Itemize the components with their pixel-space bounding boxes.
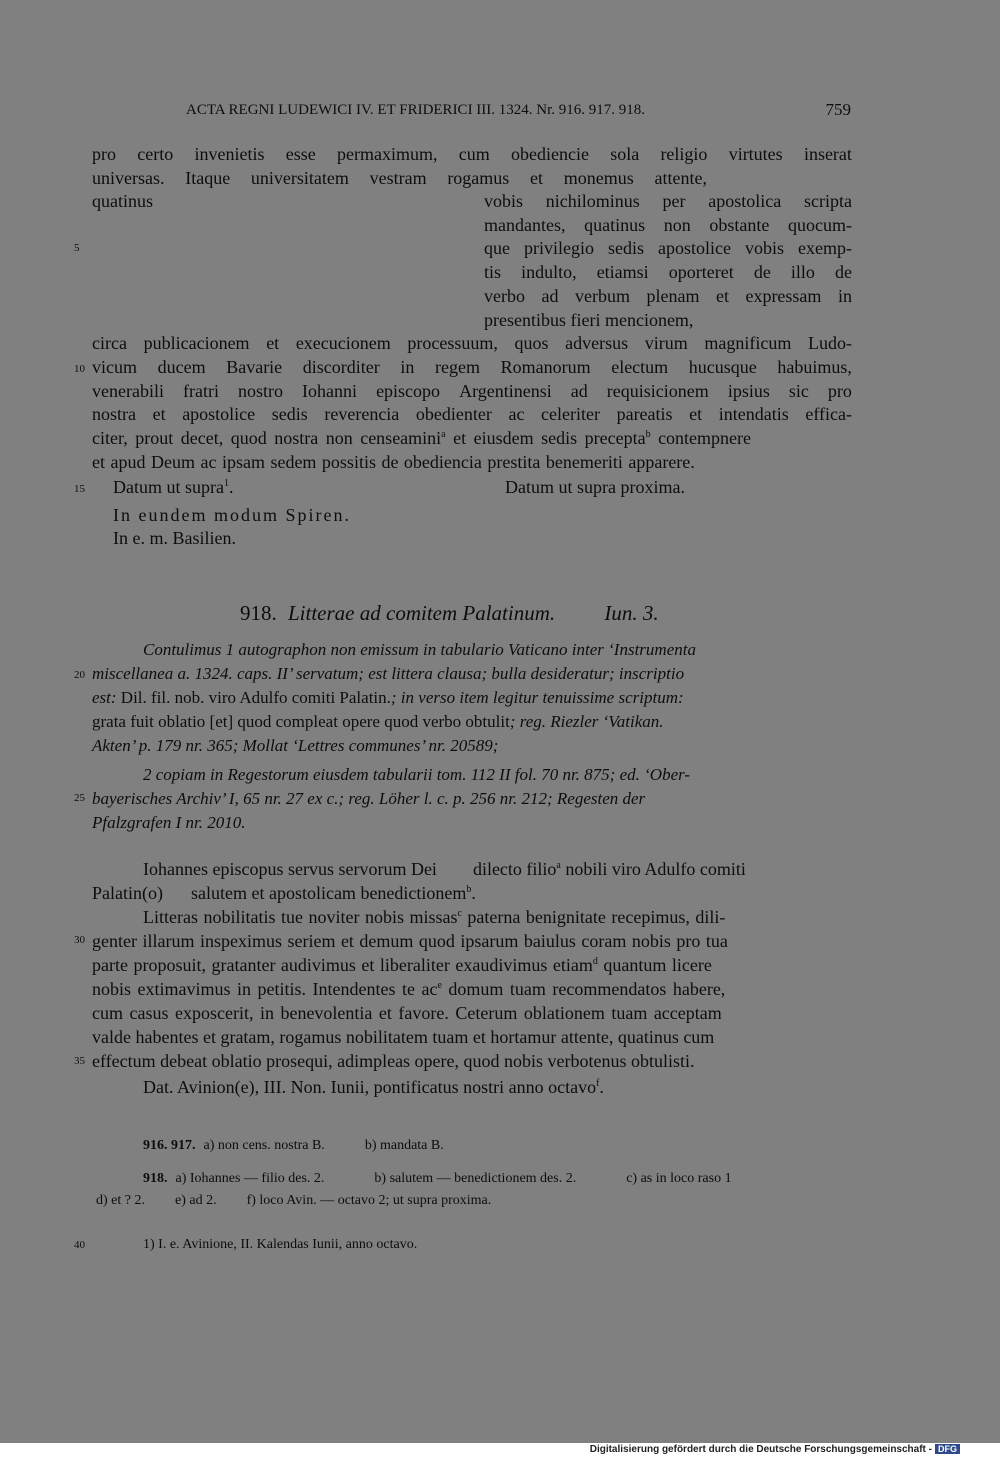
text-line: citer, prout decet, quod nostra non censeamini$^a$ et eiusdem sedis precepta$^b$ contempnere — [92, 428, 752, 448]
footnote-marker: a — [441, 429, 446, 440]
text-line: venerabili fratri nostro Iohanni episcopo Argentinensi ad requisicionem ipsius sic pro — [92, 381, 852, 401]
text-line: effectum debeat oblatio prosequi, adimpleas opere, quod nobis verbotenus obtulisti. — [92, 1051, 695, 1071]
variant-column-line: que privilegio sedis apostolice vobis exemp- — [484, 238, 852, 258]
text-line: valde habentes et gratam, rogamus nobilitatem tuam et hortamur attente, quatinus cum — [92, 1027, 715, 1047]
text-line: universas. Itaque universitatem vestram rogamus et monemus attente, — [92, 168, 707, 188]
footnote-marker: e — [437, 980, 442, 991]
datum-line: Datum ut supra$^1$. — [113, 477, 234, 497]
line-number: 35 — [74, 1055, 85, 1067]
tradition-line: Pfalzgrafen I nr. 2010. — [92, 813, 246, 832]
footnote-marker: b — [466, 884, 472, 895]
salutatio-line: Palatin(o) salutem et apostolicam benedictionem$^b$. — [92, 883, 476, 903]
page-number: 759 — [825, 100, 851, 119]
running-header — [186, 100, 851, 120]
apparatus-note: d) et ? 2. e) ad 2. f) loco Avin. — octavo 2; ut supra proxima. — [96, 1193, 492, 1208]
tradition-line: Contulimus 1 autographon non emissum in tabulario Vaticano inter ‘Instrumenta — [143, 640, 696, 659]
line-number: 25 — [74, 792, 85, 804]
line-number: 15 — [74, 483, 85, 495]
footnote-marker: c — [457, 908, 462, 919]
line-number: 30 — [74, 934, 85, 946]
text-line: cum casus exposcerit, in benevolentia et favore. Ceterum oblationem tuam acceptam — [92, 1003, 722, 1023]
footnote-marker: 1 — [223, 478, 229, 489]
intitulatio-line: Iohannes episcopus servus servorum Dei dilecto filio$^a$ nobili viro Adulfo comiti — [143, 859, 746, 879]
footnote-marker: a — [556, 860, 561, 871]
in-em-line: In e. m. Basilien. — [113, 528, 236, 548]
tradition-line: miscellanea a. 1324. caps. II’ servatum; est littera clausa; bulla desideratur; inscriptio — [92, 664, 685, 683]
line-number: 5 — [74, 242, 80, 254]
line-number: 10 — [74, 363, 85, 375]
document-title — [240, 600, 659, 626]
footnote: 1) I. e. Avinione, II. Kalendas Iunii, anno octavo. — [143, 1237, 418, 1252]
line-number: 20 — [74, 669, 85, 681]
variant-column-line: presentibus fieri mencionem, — [484, 310, 694, 330]
document-date: Iun. 3. — [604, 601, 659, 625]
apparatus-note: 916. 917. a) non cens. nostra B. b) mandata B. — [143, 1138, 444, 1153]
text-line: pro certo invenietis esse permaximum, cum obediencie sola religio virtutes inserat — [92, 144, 852, 164]
document-heading: Litterae ad comitem Palatinum. — [288, 601, 556, 625]
variant-column-line: verbo ad verbum plenam et expressam in — [484, 286, 852, 306]
in-eundem-line: In eundem modum Spiren. — [113, 505, 351, 525]
text-line: vicum ducem Bavarie discorditer in regem Romanorum electum hucusque habuimus, — [92, 357, 852, 377]
text-line: circa publicacionem et execucionem processuum, quos adversus virum magnificum Ludo- — [92, 333, 852, 353]
variant-column-line: mandantes, quatinus non obstante quocum- — [484, 215, 852, 235]
tradition-line: Akten’ p. 179 nr. 365; Mollat ‘Lettres communes’ nr. 20589; — [92, 736, 499, 755]
running-title: ACTA REGNI LUDEWICI IV. ET FRIDERICI III. 1324. Nr. 916. 917. 918. — [186, 102, 646, 118]
footer-text: Digitalisierung gefördert durch die Deutsche Forschungsgemeinschaft - DFG — [590, 1444, 960, 1455]
variant-column-line: vobis nichilominus per apostolica scripta — [484, 191, 852, 211]
text-line: quatinus — [92, 191, 153, 211]
variant-column-line: tis indulto, etiamsi oporteret de illo de — [484, 262, 852, 282]
line-number: 40 — [74, 1239, 85, 1251]
footnote-marker: d — [592, 956, 598, 967]
tradition-line: est: Dil. fil. nob. viro Adulfo comiti Palatin.; in verso item legitur tenuissime scriptum: — [92, 688, 684, 707]
apparatus-note: 918. a) Iohannes — filio des. 2. b) salutem — benedictionem des. 2. c) as in loco raso 1 — [143, 1171, 732, 1186]
text-line: parte proposuit, gratanter audivimus et liberaliter exaudivimus etiam$^d$ quantum licere — [92, 955, 712, 975]
text-line: et apud Deum ac ipsam sedem possitis de obediencia prestita benemeriti apparere. — [92, 452, 695, 472]
document-number: 918. — [240, 601, 277, 625]
tradition-line: 2 copiam in Regestorum eiusdem tabularii tom. 112 II fol. 70 nr. 875; ed. ‘Ober- — [143, 765, 691, 784]
dfg-logo: DFG — [935, 1444, 960, 1454]
tradition-line: grata fuit oblatio [et] quod compleat opere quod verbo obtulit; reg. Riezler ‘Vatikan. — [92, 712, 664, 731]
datum-line-variant: Datum ut supra proxima. — [505, 477, 685, 497]
footnote-marker: b — [645, 429, 651, 440]
tradition-line: bayerisches Archiv’ I, 65 nr. 27 ex c.; reg. Löher l. c. p. 256 nr. 212; Regesten der — [92, 789, 646, 808]
text-line: Litteras nobilitatis tue noviter nobis missas$^c$ paterna benignitate recepimus, dili- — [143, 907, 726, 927]
digitization-footer — [0, 1443, 1000, 1458]
text-line: genter illarum inspeximus seriem et demum quod ipsarum baiulus coram nobis pro tua — [92, 931, 728, 951]
datum-line: Dat. Avinion(e), III. Non. Iunii, pontificatus nostri anno octavo$^f$. — [143, 1077, 604, 1097]
footnote-marker: f — [596, 1078, 600, 1089]
text-line: nostra et apostolice sedis reverencia obedienter ac celeriter pareatis et intendatis effica- — [92, 404, 852, 424]
text-line: nobis extimavimus in petitis. Intendentes te $ac^e$ domum tuam recommendatos habere, — [92, 979, 726, 999]
